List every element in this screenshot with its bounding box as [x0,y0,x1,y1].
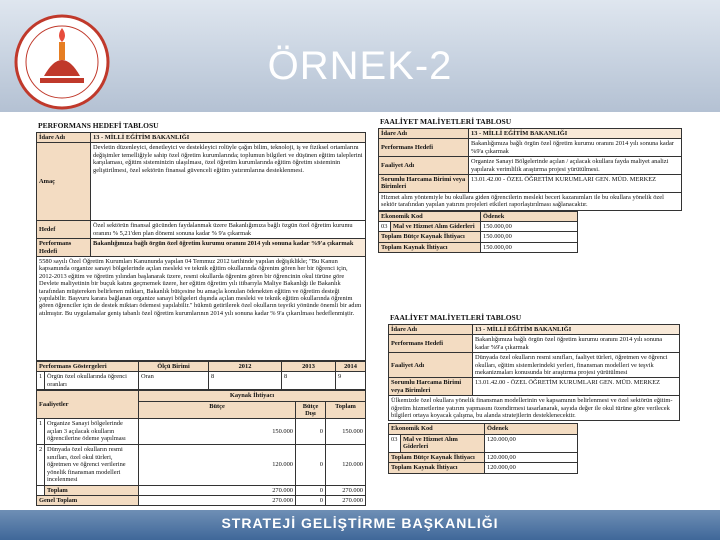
hedef-value: Özel sektörün finansal gücünden faydalanmak üzere Bakanlığımıza bağlı özgün özel öğretim kurumu oranını % 5,21'den plan dönemi sonuna kadar % 9'a çıkarmak [91,221,366,239]
kaynak-label: Kaynak İhtiyacı [139,391,366,401]
faaliyet-disi: 0 [296,445,326,485]
gosterge-value-2014: 9 [336,372,366,390]
faaliyet-value: Dünyada özel okulların resmi sınıfları, faaliyet türleri, öğretmen ve öğrenci okulları, eğitim sistemlerindeki yerleri, finansman modelleri ve teşvik mekanizmaları konusunda bir araştırma projesi yürütülmesi [473,353,680,378]
indicator-table [36,361,366,390]
aciklama-text: Hizmet alım yöntemiyle bu okullara giden öğrencilerin mesleki beceri kazanımları ile bu okullara yönelik özel sektör tarafından yapılan yatırım projeleri etkileri raporlaştırılması sağlanacaktır. [379,192,682,210]
ph-label: Performans Hedefi [379,139,469,157]
cost-info-table [378,128,682,211]
ph-value: Bakanlığımıza bağlı örgün özel öğretim kurumu oranını 2014 yılı sonuna kadar %9'a çıkarmak [469,139,682,157]
ph-label: Performans Hedefi [37,239,91,257]
row-value: 120.000,00 [485,434,578,452]
row-label: Toplam Bütçe Kaynak İhtiyacı [389,452,485,462]
year-2014: 2014 [336,362,366,372]
row-label: Mal ve Hizmet Alım Giderleri [401,434,485,452]
sum-butce: 270.000 [139,485,296,495]
amac-value: Devletin düzenleyici, denetleyici ve destekleyici rolüyle çağın bilim, teknoloji, iş ve fiziksel ortamlarını değişimler temelliğiyle sahip özel öğretim kurumlarında; toplumun bilgileri ve düşünen eğitim taleplerini karşılaması, eğitim sisteminizin ulaşılması, özel öğretim kurumlarında eğitim öğretim sisteminin geliştirilmesi, özel sektörün finansal güvenceli eğitim yatırımlarına desteklenmesi. [91,143,366,221]
table-caption: FAALİYET MALİYETLERİ TABLOSU [390,313,522,322]
faaliyet-butce: 150.000 [139,419,296,445]
cost-info-table [388,324,680,421]
gosterge-value-2013: 8 [282,372,336,390]
sum-label: Toplam [45,485,139,495]
butce-disi-label: Bütçe Dışı [296,401,326,419]
faaliyet-no: 2 [37,445,45,485]
sum-no [37,485,45,495]
row-value: 120.000,00 [485,452,578,462]
cost-budget-table [378,211,578,254]
activity-table [36,390,366,506]
amac-label: Amaç [37,143,91,221]
faaliyet-disi: 0 [296,419,326,445]
row-label: Toplam Kaynak İhtiyacı [379,242,481,252]
aciklama-text: Ülkemizde özel okullara yönelik finansman modellerinin ve kapsamının belirlenmesi ve özel sektörün eğitim-öğretim hizmetlerine yatırım yapmasını özendirmesi tasarlanarak, sayıda değer ile okul türüne göre verilecek bilgileri ortaya koyacak çalışma, bu alanda stratejilerin desteklenecektir. [389,396,680,421]
sum-disi: 0 [296,485,326,495]
table-caption: FAALİYET MALİYETLERİ TABLOSU [380,117,512,126]
faaliyetler-label: Faaliyetler [37,391,139,419]
idare-label: İdare Adı [379,129,469,139]
idare-label: İdare Adı [37,133,91,143]
faaliyet-label: Faaliyet Adı [379,157,469,175]
ph-label: Performans Hedefi [389,335,473,353]
performance-target-table [36,120,366,510]
main-info-table [36,132,366,361]
butce-label: Bütçe [139,401,296,419]
faaliyet-toplam: 120.000 [326,445,366,485]
idare-value: 13 - MİLLİ EĞİTİM BAKANLIĞI [91,133,366,143]
odenek-label: Ödenek [485,424,578,434]
year-2012: 2012 [209,362,282,372]
faaliyet-text: Organize Sanayi bölgelerinde açılan 3 açılacak okulların öğrencilerine ödeme yapılması [45,419,139,445]
row-value: 150.000,00 [481,242,578,252]
faaliyet-value: Organize Sanayi Bölgelerinde açılan / açılacak okullara fayda maliyet analizi yapılarak verimlilik araştırma projesi yürütülmesi. [469,157,682,175]
kod-value: 03 [379,222,391,232]
ph-value: Bakanlığımıza bağlı örgün özel öğretim kurumu oranını 2014 yılı sonuna kadar %9'a çıkarmak [473,335,680,353]
gosterge-olcu: Oran [139,372,209,390]
year-2013: 2013 [282,362,336,372]
ek-kod-label: Ekonomik Kod [389,424,485,434]
gostergeler-label: Performans Göstergeleri [37,362,139,372]
cost-budget-table [388,423,578,473]
birim-value: 13.01.42.00 - ÖZEL ÖĞRETİM KURUMLARI GEN. MÜD. MERKEZ [473,378,680,396]
row-label: Toplam Bütçe Kaynak İhtiyacı [379,232,481,242]
faaliyet-text: Dünyada özel okulların resmi sınıfları, özel okul türleri, öğretmen ve öğrenci verilerine yönelik finansman modelleri incelenmesi [45,445,139,485]
faaliyet-toplam: 150.000 [326,419,366,445]
row-label: Mal ve Hizmet Alım Giderleri [391,222,481,232]
aciklama-text: 5580 sayılı Özel Öğretim Kurumları Kanununda yapılan 04 Temmuz 2012 tarihinde yapılan değişiklikle; "Bu Kanun kapsamında organize sanayi bölgelerinde açılan mesleki ve teknik eğitim okullarında öğrenim gören her bir öğrenci için, 2012-2013 eğitim ve öğretim yılından başlanarak üzere, resmi okullarda öğrenim gören bir öğrencinin okul türüne göre Devlete maliyetinin bir buçuk katını geçmemek üzere, her eğitim öğretim yılı itibarıyla Maliye Bakanlığı ile Bakanlık tarafından müştereken belirlenen miktarı, Bakanlık bütçesine bu amaçla konulan ödenekten eğitim ve öğretim desteği yapılabilir. Başvuru karara bağlanan organize sanayi bölgeleri dışında açılan mesleki ve teknik eğitim okullarında öğrenim gören öğrenciler için de destek miktarı ödemesi yapılabilir." hükmü getirilerek özel okulların teşviki yönünde önemli bir adım atılmıştır. Bu uygulamalar geniş tabanlı özel öğretim kurumlarının 2014 yılı sonuna kadar % 9'a çıkarılması hedeflenmiştir. [37,257,366,361]
activity-cost-table-1 [378,116,682,296]
genel-toplam-disi: 0 [296,495,326,505]
hedef-label: Hedef [37,221,91,239]
toplam-label: Toplam [326,401,366,419]
birim-label: Sorumlu Harcama Birimi veya Birimleri [389,378,473,396]
genel-toplam-toplam: 270.000 [326,495,366,505]
faaliyet-butce: 120.000 [139,445,296,485]
birim-value: 13.01.42.00 - ÖZEL ÖĞRETİM KURUMLARI GEN. MÜD. MERKEZ [469,175,682,193]
row-value: 150.000,00 [481,222,578,232]
footer-title: STRATEJİ GELİŞTİRME BAŞKANLIĞI [221,515,499,531]
idare-value: 13 - MİLLİ EĞİTİM BAKANLIĞI [473,325,680,335]
genel-toplam-label: Genel Toplam [37,495,139,505]
faaliyet-no: 1 [37,419,45,445]
table-caption: PERFORMANS HEDEFİ TABLOSU [38,121,159,130]
row-label: Toplam Kaynak İhtiyacı [389,463,485,473]
gosterge-text: Örgün özel okullarında öğrenci oranları [45,372,139,390]
kod-value: 03 [389,434,401,452]
idare-label: İdare Adı [389,325,473,335]
olcu-label: Ölçü Birimi [139,362,209,372]
idare-value: 13 - MİLLİ EĞİTİM BAKANLIĞI [469,129,682,139]
ph-value: Bakanlığımıza bağlı örgün özel öğretim kurumu oranını 2014 yılı sonuna kadar %9'a çıkarmak [91,239,366,257]
sum-toplam: 270.000 [326,485,366,495]
odenek-label: Ödenek [481,211,578,221]
ek-kod-label: Ekonomik Kod [379,211,481,221]
slide-title: ÖRNEK-2 [267,44,453,88]
gosterge-no: 1 [37,372,45,390]
row-value: 120.000,00 [485,463,578,473]
row-value: 150.000,00 [481,232,578,242]
birim-label: Sorumlu Harcama Birimi veya Birimleri [379,175,469,193]
faaliyet-label: Faaliyet Adı [389,353,473,378]
genel-toplam-butce: 270.000 [139,495,296,505]
gosterge-value-2012: 8 [209,372,282,390]
activity-cost-table-2 [388,312,680,508]
